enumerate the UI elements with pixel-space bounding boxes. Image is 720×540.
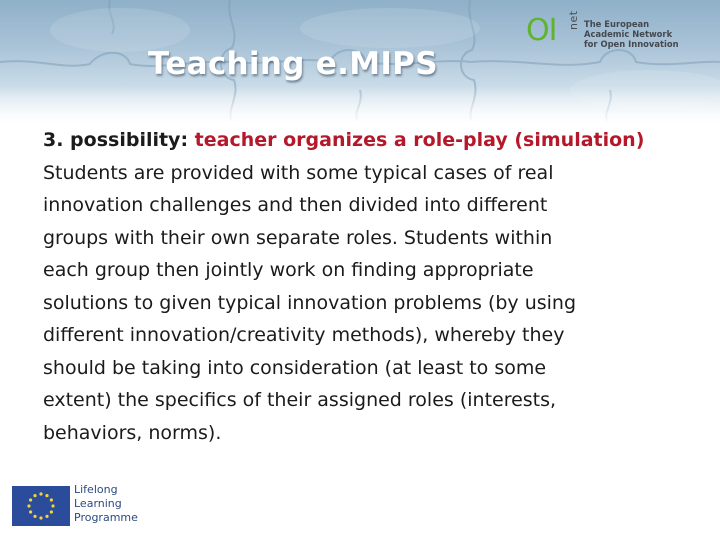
body-line: behaviors, norms). bbox=[43, 421, 222, 444]
body-line: extent) the specifics of their assigned roles (interests, bbox=[43, 389, 557, 411]
body-line: innovation challenges and then divided into different bbox=[43, 194, 548, 216]
body-line: each group then jointly work on finding appropriate bbox=[43, 259, 534, 281]
body-line: should be taking into consideration (at least to some bbox=[43, 356, 547, 379]
programme-label bbox=[74, 483, 138, 526]
programme-line: Programme bbox=[74, 511, 138, 525]
lead-highlight: teacher organizes a role-play (simulation) bbox=[194, 129, 645, 151]
programme-line: Learning bbox=[74, 497, 122, 511]
body-line: groups with their own separate roles. Students within bbox=[43, 226, 553, 249]
body-line: Students are provided with some typical cases of real bbox=[43, 161, 554, 184]
lead-label: 3. possibility: bbox=[43, 129, 195, 151]
lead-line bbox=[43, 124, 679, 157]
oinet-logo bbox=[526, 10, 716, 52]
programme-line: Lifelong bbox=[74, 483, 118, 496]
logo-tagline bbox=[584, 19, 679, 49]
footer-programme bbox=[12, 483, 172, 529]
logo-mark: OI bbox=[526, 13, 557, 48]
logo-tagline-line: for Open Innovation bbox=[584, 39, 679, 49]
body-line: solutions to given typical innovation problems (by using bbox=[43, 291, 577, 314]
logo-tagline-line: Academic Network bbox=[584, 29, 673, 39]
logo-mark-suffix: net bbox=[567, 10, 580, 30]
eu-flag-icon bbox=[12, 486, 70, 526]
logo-tagline-line: The European bbox=[584, 19, 650, 29]
body-line: different innovation/creativity methods), whereby they bbox=[43, 324, 565, 346]
slide-title: Teaching e.MIPS bbox=[148, 46, 438, 82]
slide-body bbox=[43, 124, 679, 449]
header-fade bbox=[0, 86, 720, 122]
